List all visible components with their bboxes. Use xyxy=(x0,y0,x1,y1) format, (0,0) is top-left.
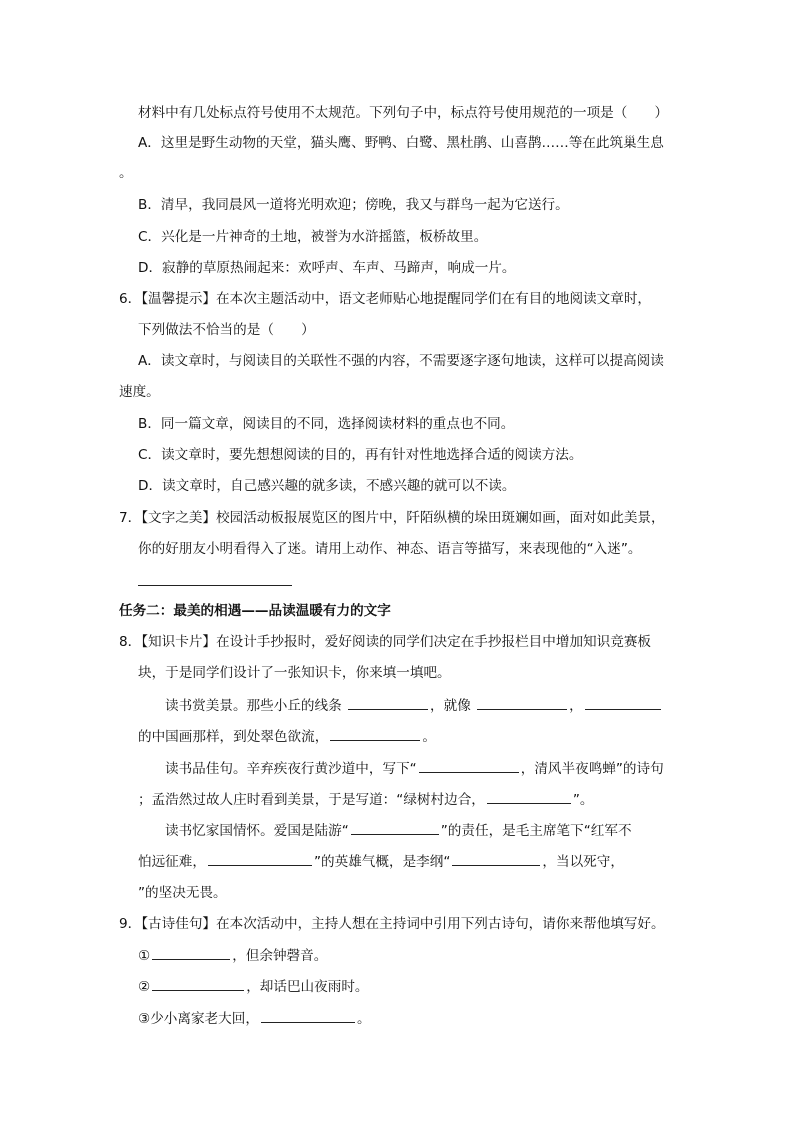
q9-item-3 xyxy=(138,1008,371,1029)
q8-blank-3[interactable] xyxy=(585,695,661,710)
q7-answer-blank[interactable] xyxy=(138,585,292,586)
q8-para1-line1 xyxy=(165,695,663,716)
q8-p1-text-c: ， xyxy=(569,698,583,714)
q8-p2-text-c: ；孟浩然过故人庄时看到美景，于是写道：“绿树村边合， xyxy=(138,792,485,808)
q8-para2-line2 xyxy=(138,789,594,810)
q8-para3-line1 xyxy=(165,820,632,841)
q5-option-b: B．清早，我同晨风一道将光明欢迎；傍晚，我又与群鸟一起为它送行。 xyxy=(138,197,569,213)
q7-stem-cont: 你的好朋友小明看得入了迷。请用上动作、神态、语言等描写，来表现他的“入迷”。 xyxy=(138,541,642,557)
q8-p3-text-c: 怕远征难， xyxy=(138,854,206,870)
q9-blank-3[interactable] xyxy=(261,1008,355,1023)
q8-blank-4[interactable] xyxy=(330,726,420,741)
q6-option-c: C．读文章时，要先想想阅读的目的，再有针对性地选择合适的阅读方法。 xyxy=(138,447,583,463)
q5-option-c: C．兴化是一片神奇的土地，被誉为水浒摇篮，板桥故里。 xyxy=(138,229,488,245)
q6-option-b: B．同一篇文章，阅读目的不同，选择阅读材料的重点也不同。 xyxy=(138,416,515,432)
q8-para1-line2 xyxy=(138,726,436,747)
q8-p3-text-d: ”的英雄气概，是李纲“ xyxy=(313,854,451,870)
task2-heading: 任务二：最美的相遇——品读温暖有力的文字 xyxy=(119,603,391,619)
q9-item-1 xyxy=(138,945,327,966)
q5-option-a-cont: 。 xyxy=(119,165,133,181)
q8-p1-text-e: 。 xyxy=(422,729,436,745)
q8-para2-line1 xyxy=(165,758,664,779)
q8-p2-text-a: 读书品佳句。辛弃疾夜行黄沙道中，写下“ xyxy=(165,761,417,777)
q5-option-d: D．寂静的草原热闹起来：欢呼声、车声、马蹄声，响成一片。 xyxy=(138,260,516,276)
q9-item-3-text-a: 少小离家老大回， xyxy=(150,1011,259,1027)
q8-p3-text-e: ，当以死守， xyxy=(542,854,624,870)
q8-p1-text-a: 读书赏美景。那些小丘的线条 xyxy=(165,698,342,714)
q9-item-3-text-b: 。 xyxy=(356,1011,371,1027)
q9-blank-1[interactable] xyxy=(152,945,230,960)
q6-stem-cont: 下列做法不恰当的是（ ） xyxy=(138,322,315,338)
q8-p3-text-b: ”的责任，是毛主席笔下“红军不 xyxy=(440,823,632,839)
q8-stem: 8．【知识卡片】在设计手抄报时，爱好阅读的同学们决定在手抄报栏目中增加知识竞赛板 xyxy=(119,634,652,650)
q8-blank-6[interactable] xyxy=(487,789,571,804)
q9-item-1-number: ① xyxy=(138,948,151,964)
q6-option-a: A．读文章时，与阅读目的关联性不强的内容，不需要逐字逐句地读，这样可以提高阅读 xyxy=(138,353,664,369)
q8-p1-text-d: 的中国画那样，到处翠色欲流， xyxy=(138,729,329,745)
q8-blank-7[interactable] xyxy=(351,820,439,835)
q8-para3-line3 xyxy=(138,883,227,903)
q8-p2-text-d: ”。 xyxy=(572,792,594,808)
q9-item-1-text: ，但余钟磬音。 xyxy=(232,948,328,964)
q7-stem: 7．【文字之美】校园活动板报展览区的图片中，阡陌纵横的垛田斑斓如画，面对如此美景， xyxy=(119,510,665,526)
q8-p3-text-a: 读书忆家国情怀。爱国是陆游“ xyxy=(165,823,349,839)
q8-blank-1[interactable] xyxy=(348,695,428,710)
q9-item-2 xyxy=(138,976,369,997)
q5-stem: 材料中有几处标点符号使用不太规范。下列句子中，标点符号使用规范的一项是（ ） xyxy=(138,105,669,121)
q6-stem: 6．【温馨提示】在本次主题活动中，语文老师贴心地提醒同学们在有目的地阅读文章时， xyxy=(119,291,652,307)
q8-blank-2[interactable] xyxy=(477,695,567,710)
q9-item-3-number: ③ xyxy=(138,1011,151,1027)
q8-blank-5[interactable] xyxy=(419,758,519,773)
q6-option-a-cont: 速度。 xyxy=(119,384,160,400)
q9-item-2-text: ，却话巴山夜雨时。 xyxy=(246,979,369,995)
q9-item-2-number: ② xyxy=(138,979,151,995)
q8-stem-cont: 块，于是同学们设计了一张知识卡，你来填一填吧。 xyxy=(138,665,451,681)
q5-option-a: A．这里是野生动物的天堂，猫头鹰、野鸭、白鹭、黑杜鹃、山喜鹊……等在此筑巢生息 xyxy=(138,135,664,151)
q8-p1-text-b: ，就像 xyxy=(430,698,471,714)
q8-p3-text-f: ”的坚决无畏。 xyxy=(138,885,227,901)
q8-blank-9[interactable] xyxy=(452,851,540,866)
q9-stem: 9．【古诗佳句】在本次活动中，主持人想在主持词中引用下列古诗句，请你来帮他填写好。 xyxy=(119,916,665,932)
q8-blank-8[interactable] xyxy=(208,851,312,866)
q9-blank-2[interactable] xyxy=(152,976,244,991)
q8-para3-line2 xyxy=(138,851,624,872)
q6-option-d: D．读文章时，自己感兴趣的就多读，不感兴趣的就可以不读。 xyxy=(138,478,516,494)
q8-p2-text-b: ，清风半夜鸣蝉”的诗句 xyxy=(520,761,664,777)
